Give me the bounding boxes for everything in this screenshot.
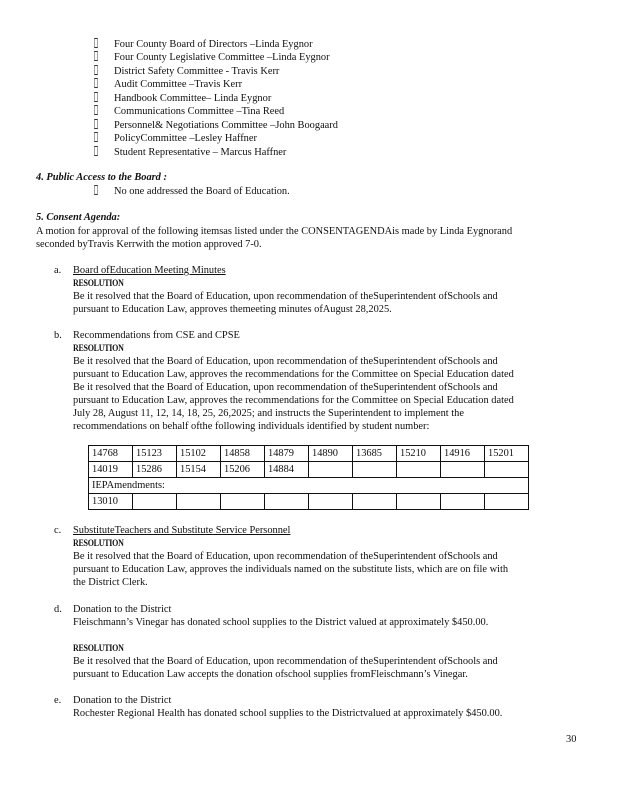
- table-cell: 14884: [265, 462, 309, 478]
- bullet-icon: [94, 51, 98, 61]
- table-cell: 14019: [89, 462, 133, 478]
- table-cell: [485, 494, 529, 510]
- table-cell: 15102: [177, 446, 221, 462]
- public-access-item: No one addressed the Board of Education.: [92, 185, 290, 198]
- table-cell: [177, 494, 221, 510]
- table-cell: [397, 462, 441, 478]
- resolution-line: Be it resolved that the Board of Education, upon recommendation of theSuperintendent ofSchools and: [73, 382, 498, 393]
- table-cell: 15154: [177, 462, 221, 478]
- resolution-line: pursuant to Education Law accepts the donation ofschool supplies fromFleischmann’s Vinegar.: [73, 669, 468, 680]
- resolution-line: pursuant to Education Law, approves the individuals named on the substitute lists, which are on file with: [73, 564, 509, 575]
- item-title-meeting-minutes: Board ofEducation Meeting Minutes: [73, 265, 226, 276]
- donation-description: Fleischmann’s Vinegar has donated school supplies to the District valued at approximately $450.00.: [73, 617, 489, 628]
- table-row-iep-label: [89, 478, 529, 494]
- item-marker: d.: [54, 604, 62, 615]
- table-cell: 13010: [89, 494, 133, 510]
- bullet-icon: [94, 65, 98, 75]
- committee-item: Four County Legislative Committee –Linda Eygnor: [92, 51, 330, 64]
- table-cell: [485, 462, 529, 478]
- motion-text-line: A motion for approval of the following itemsas listed under the CONSENTAGENDAis made by Linda Eygnorand: [36, 226, 513, 237]
- item-title-substitute-teachers: SubstituteTeachers and Substitute Service Personnel: [73, 525, 291, 536]
- resolution-line: pursuant to Education Law, approves the recommendations for the Committee on Special Education dated: [73, 369, 514, 380]
- section-heading-public-access: 4. Public Access to the Board :: [36, 172, 167, 183]
- section-heading-consent-agenda: 5. Consent Agenda:: [36, 212, 121, 223]
- table-cell: 15206: [221, 462, 265, 478]
- item-marker: a.: [54, 265, 62, 276]
- item-marker: b.: [54, 330, 62, 341]
- committee-item: Handbook Committee– Linda Eygnor: [92, 92, 271, 105]
- resolution-line: pursuant to Education Law, approves the recommendations for the Committee on Special Education dated: [73, 395, 514, 406]
- donation-description: Rochester Regional Health has donated school supplies to the Districtvalued at approximately $450.00.: [73, 708, 503, 719]
- item-title-donation: Donation to the District: [73, 695, 172, 706]
- table-row: [89, 462, 529, 478]
- table-cell: 14879: [265, 446, 309, 462]
- resolution-label: RESOLUTION: [73, 279, 124, 289]
- table-cell: [133, 494, 177, 510]
- item-title-donation: Donation to the District: [73, 604, 172, 615]
- resolution-line: Be it resolved that the Board of Education, upon recommendation of theSuperintendent ofSchools and: [73, 656, 498, 667]
- table-cell: 15210: [397, 446, 441, 462]
- committee-item: Audit Committee –Travis Kerr: [92, 78, 242, 91]
- committee-item: Personnel& Negotiations Committee –John Boogaard: [92, 119, 338, 132]
- resolution-line: Be it resolved that the Board of Education, upon recommendation of theSuperintendent ofSchools and: [73, 356, 498, 367]
- resolution-label: RESOLUTION: [73, 539, 124, 549]
- resolution-label: RESOLUTION: [73, 644, 124, 654]
- resolution-line: Be it resolved that the Board of Education, upon recommendation of theSuperintendent ofSchools and: [73, 291, 498, 302]
- bullet-icon: [94, 146, 98, 156]
- bullet-icon: [94, 38, 98, 48]
- table-cell: [309, 494, 353, 510]
- table-cell: [353, 462, 397, 478]
- table-row: [89, 494, 529, 510]
- committee-item: District Safety Committee - Travis Kerr: [92, 65, 279, 78]
- resolution-line: Be it resolved that the Board of Education, upon recommendation of theSuperintendent ofSchools and: [73, 551, 498, 562]
- committee-item: Student Representative – Marcus Haffner: [92, 146, 286, 159]
- resolution-line: pursuant to Education Law, approves themeeting minutes ofAugust 28,2025.: [73, 304, 392, 315]
- table-cell: [441, 494, 485, 510]
- bullet-icon: [94, 105, 98, 115]
- table-cell: [353, 494, 397, 510]
- table-cell: 14890: [309, 446, 353, 462]
- resolution-label: RESOLUTION: [73, 344, 124, 354]
- committee-item: Four County Board of Directors –Linda Eygnor: [92, 38, 313, 51]
- table-cell: [265, 494, 309, 510]
- resolution-line: recommendations on behalf ofthe following individuals identified by student number:: [73, 421, 430, 432]
- bullet-icon: [94, 185, 98, 195]
- page-number: 30: [566, 734, 577, 745]
- table-cell: 14916: [441, 446, 485, 462]
- student-number-table: [88, 445, 529, 510]
- table-row: [89, 446, 529, 462]
- table-cell: 15201: [485, 446, 529, 462]
- resolution-line: July 28, August 11, 12, 14, 18, 25, 26,2025; and instructs the Superintendent to implement the: [73, 408, 464, 419]
- committee-item: PolicyCommittee –Lesley Haffner: [92, 132, 257, 145]
- item-marker: e.: [54, 695, 62, 706]
- item-marker: c.: [54, 525, 62, 536]
- table-cell: 13685: [353, 446, 397, 462]
- table-cell: 14858: [221, 446, 265, 462]
- table-cell: [309, 462, 353, 478]
- table-cell: [441, 462, 485, 478]
- table-cell: [397, 494, 441, 510]
- bullet-icon: [94, 119, 98, 129]
- item-title-cse-cpse: Recommendations from CSE and CPSE: [73, 330, 240, 341]
- bullet-icon: [94, 132, 98, 142]
- motion-text-line: seconded byTravis Kerrwith the motion approved 7-0.: [36, 239, 262, 250]
- bullet-icon: [94, 78, 98, 88]
- table-cell: 14768: [89, 446, 133, 462]
- iep-amendments-label: IEPAmendments:: [89, 478, 529, 494]
- table-cell: 15286: [133, 462, 177, 478]
- committee-item: Communications Committee –Tina Reed: [92, 105, 284, 118]
- table-cell: 15123: [133, 446, 177, 462]
- bullet-icon: [94, 92, 98, 102]
- resolution-line: the District Clerk.: [73, 577, 148, 588]
- table-cell: [221, 494, 265, 510]
